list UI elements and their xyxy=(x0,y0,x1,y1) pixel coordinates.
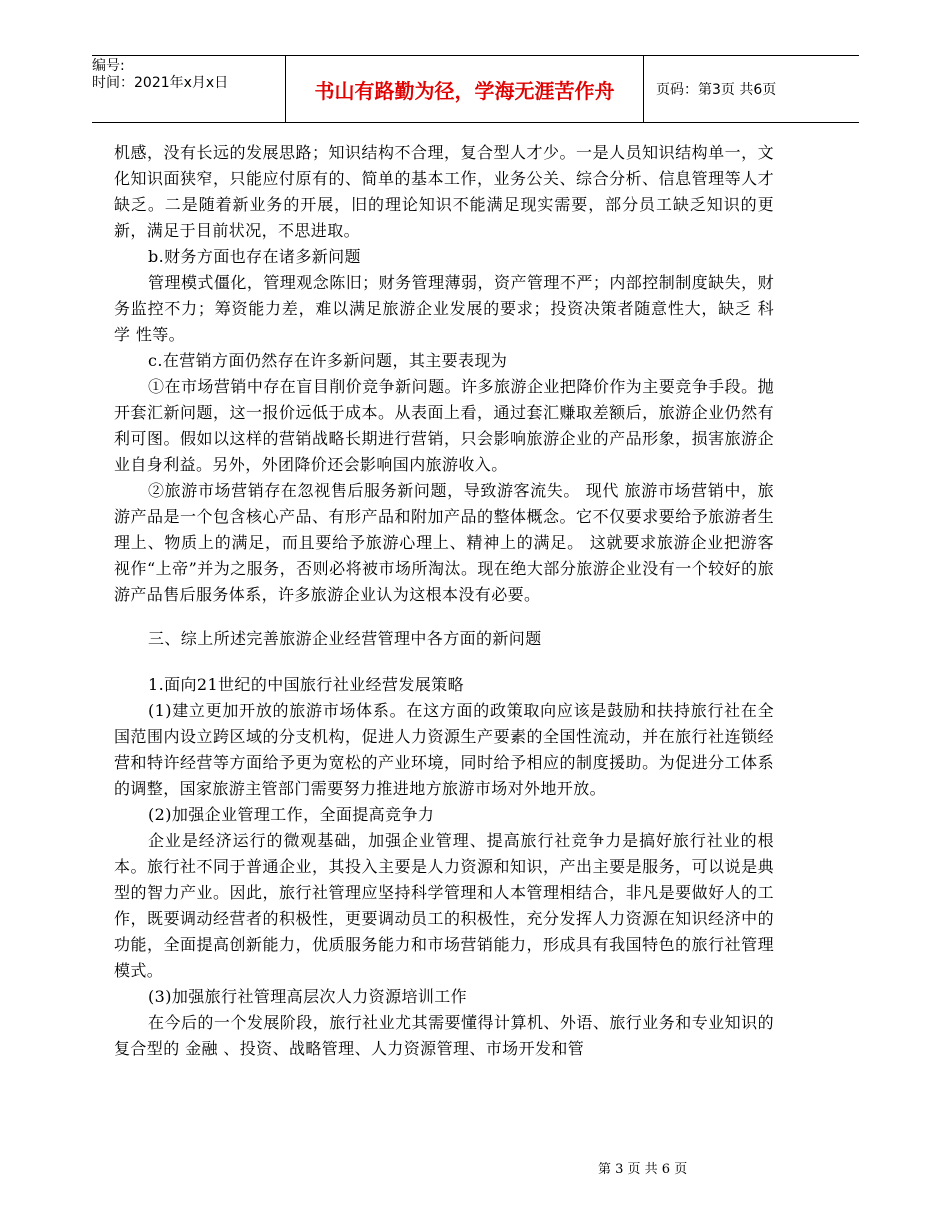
paragraph: 在今后的一个发展阶段，旅行社业尤其需要懂得计算机、外语、旅行业务和专业知识的复合型的 金融 、投资、战略管理、人力资源管理、市场开发和管 xyxy=(114,1013,774,1058)
subheading: b.财务方面也存在诸多新问题 xyxy=(148,247,361,266)
paragraph: ①在市场营销中存在盲目削价竞争新问题。许多旅游企业把降价作为主要竞争手段。抛开套汇新问题，这一报价远低于成本。从表面上看，通过套汇赚取差额后，旅游企业仍然有利可图。假如以这样的营销战略长期进行营销，只会影响旅游企业的产品形象，损害旅游企业自身利益。另外，外团降价还会影响国内旅游收入。 xyxy=(114,377,774,474)
paragraph: 机感，没有长远的发展思路；知识结构不合理，复合型人才少。一是人员知识结构单一，文化知识面狭窄，只能应付原有的、简单的基本工作，业务公关、综合分析、信息管理等人才缺乏。二是随着新业务的开展，旧的理论知识不能满足现实需要，部分员工缺乏知识的更新，满足于目前状况，不思进取。 xyxy=(114,143,774,240)
time-label: 时间：2021年x月x日 xyxy=(92,75,229,91)
subheading: c.在营销方面仍然存在许多新问题，其主要表现为 xyxy=(148,351,508,370)
paragraph: 企业是经济运行的微观基础，加强企业管理、提高旅行社竞争力是搞好旅行社业的根本。旅行社不同于普通企业，其投入主要是人力资源和知识，产出主要是服务，可以说是典型的智力产业。因此，旅行社管理应坚持科学管理和人本管理相结合，非凡是要做好人的工作，既要调动经营者的积极性，更要调动员工的积极性，充分发挥人力资源在知识经济中的功能，全面提高创新能力，优质服务能力和市场营销能力，形成具有我国特色的旅行社管理模式。 xyxy=(114,831,774,980)
subheading: (3)加强旅行社管理高层次人力资源培训工作 xyxy=(148,987,468,1006)
paragraph: (1)建立更加开放的旅游市场体系。在这方面的政策取向应该是鼓励和扶持旅行社在全国范围内设立跨区域的分支机构，促进人力资源生产要素的全国性流动，并在旅行社连锁经营和特许经营等方面给予更为宽松的产业环境，同时给予相应的制度援助。为促进分工体系的调整，国家旅游主管部门需要努力推进地方旅游市场对外地开放。 xyxy=(114,701,774,798)
number-label: 编号: xyxy=(92,58,125,74)
paragraph: 管理模式僵化，管理观念陈旧；财务管理薄弱，资产管理不严；内部控制制度缺失，财务监控不力；筹资能力差，难以满足旅游企业发展的要求；投资决策者随意性大，缺乏 科学 性等。 xyxy=(114,273,774,344)
page-header xyxy=(92,55,859,123)
subheading: 1.面向21世纪的中国旅行社业经营发展策略 xyxy=(148,675,465,694)
subheading: (2)加强企业管理工作，全面提高竞争力 xyxy=(148,805,435,824)
paragraph: ②旅游市场营销存在忽视售后服务新问题，导致游客流失。 现代 旅游市场营销中，旅游产品是一个包含核心产品、有形产品和附加产品的整体概念。它不仅要求要给予旅游者生理上、物质上的满足，而且要给予旅游心理上、精神上的满足。 这就要求旅游企业把游客视作“上帝”并为之服务，否则必将被市场所淘汰。现在绝大部分旅游企业没有一个较好的旅游产品售后服务体系，许多旅游企业认为这根本没有必要。 xyxy=(114,481,774,604)
page-footer: 第 3 页 共 6 页 xyxy=(598,1162,688,1177)
header-page-info: 页码：第3页 共6页 xyxy=(656,82,777,98)
section-heading: 三、综上所述完善旅游企业经营管理中各方面的新问题 xyxy=(148,629,542,648)
document-body xyxy=(114,140,774,1062)
header-motto: 书山有路勤为径，学海无涯苦作舟 xyxy=(285,56,644,122)
header-meta xyxy=(92,56,285,122)
